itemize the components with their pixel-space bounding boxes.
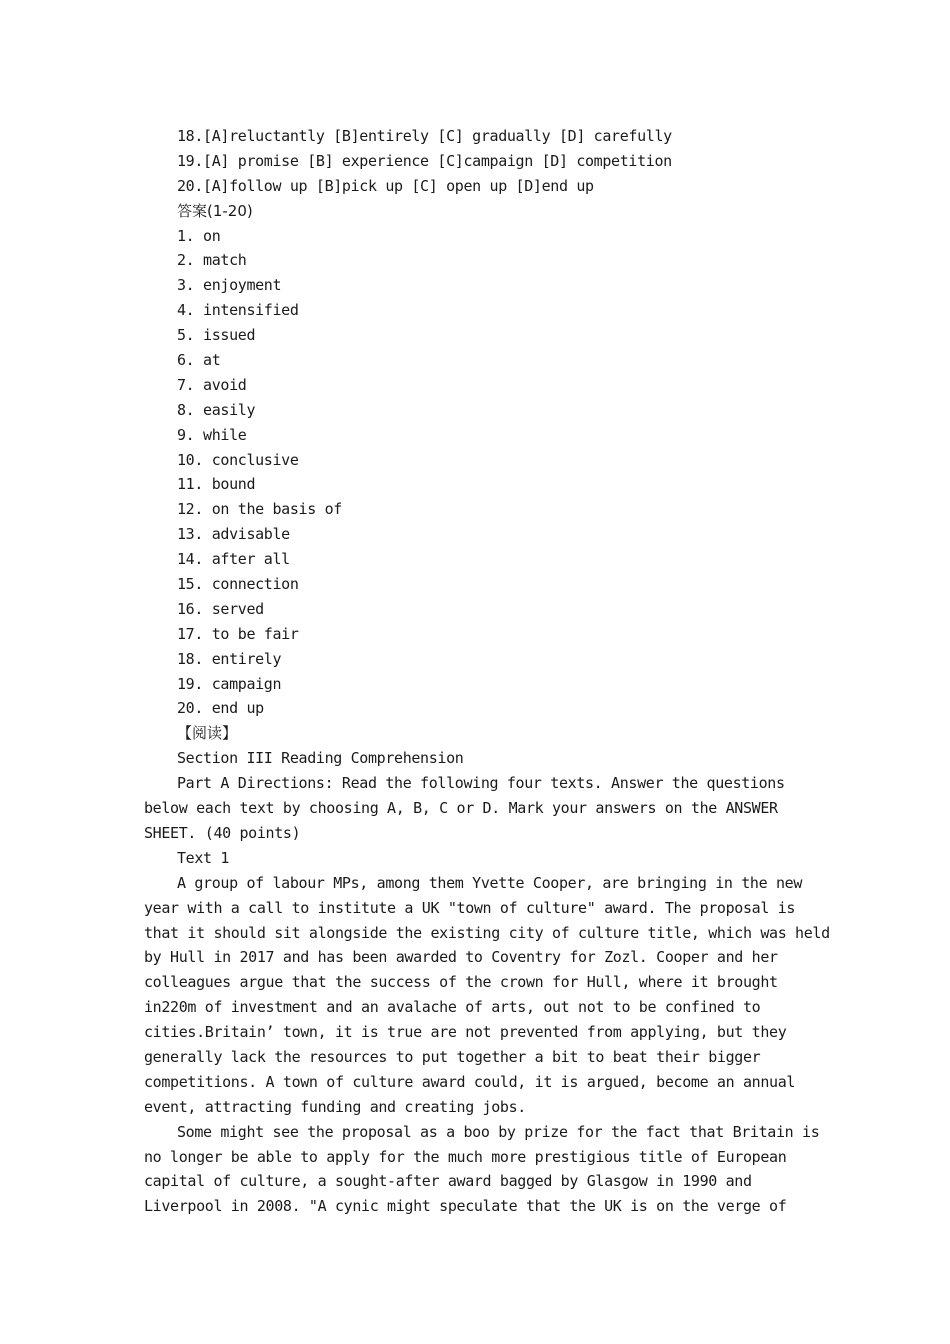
document-body (144, 124, 830, 1219)
answer-item: 6. at (177, 351, 221, 370)
paragraph-line: event, attracting funding and creating jobs. (144, 1097, 526, 1116)
paragraph-line: A group of labour MPs, among them Yvette Cooper, are bringing in the new (177, 873, 803, 892)
answer-item: 11. bound (177, 475, 256, 494)
directions-line: Part A Directions: Read the following four texts. Answer the questions (177, 774, 785, 793)
paragraph-line: cities.Britain’ town, it is true are not prevented from applying, but they (144, 1023, 787, 1042)
paragraph-line: in220m of investment and an avalache of arts, out not to be confined to (144, 998, 761, 1017)
answer-item: 14. after all (177, 550, 290, 569)
options-list (144, 124, 814, 199)
answer-item: 7. avoid (177, 375, 247, 394)
answer-item: 2. match (177, 251, 247, 270)
directions-line: below each text by choosing A, B, C or D. Mark your answers on the ANSWER (144, 799, 778, 818)
paragraph-line: Liverpool in 2008. "A cynic might speculate that the UK is on the verge of (144, 1197, 787, 1216)
answers-heading: 答案(1-20) (177, 201, 253, 220)
answer-item: 9. while (177, 425, 247, 444)
directions-paragraph (144, 771, 814, 846)
answer-item: 8. easily (177, 400, 256, 419)
section-title: Section III Reading Comprehension (177, 749, 464, 768)
answer-item: 17. to be fair (177, 624, 299, 643)
answers-list (144, 224, 814, 722)
answer-item: 18. entirely (177, 649, 282, 668)
paragraph-line: colleagues argue that the success of the crown for Hull, where it brought (144, 973, 778, 992)
answer-item: 16. served (177, 599, 264, 618)
answer-item: 19. campaign (177, 674, 282, 693)
option-line-18: 18.[A]reluctantly [B]entirely [C] gradually [D] carefully (177, 127, 672, 145)
answer-item: 3. enjoyment (177, 276, 282, 295)
answer-item: 12. on the basis of (177, 500, 342, 519)
answer-item: 10. conclusive (177, 450, 299, 469)
option-line-19: 19.[A] promise [B] experience [C]campaign [D] competition (177, 151, 672, 170)
paragraph-line: by Hull in 2017 and has been awarded to Coventry for Zozl. Cooper and her (144, 948, 778, 967)
answer-item: 13. advisable (177, 525, 290, 544)
answer-item: 4. intensified (177, 301, 299, 320)
paragraph-2 (144, 1120, 820, 1220)
paragraph-1 (144, 871, 830, 1120)
text-title: Text 1 (177, 848, 230, 867)
reading-section-tag: 【阅读】 (177, 724, 238, 743)
paragraph-line: generally lack the resources to put together a bit to beat their bigger (144, 1047, 761, 1066)
answer-item: 1. on (177, 226, 221, 245)
option-line-20: 20.[A]follow up [B]pick up [C] open up [D]end up (177, 176, 594, 195)
answer-item: 20. end up (177, 699, 264, 718)
directions-line: SHEET. (40 points) (144, 823, 301, 842)
paragraph-line: that it should sit alongside the existing city of culture title, which was held (144, 923, 830, 942)
paragraph-line: competitions. A town of culture award could, it is argued, become an annual (144, 1072, 796, 1091)
paragraph-line: capital of culture, a sought-after award bagged by Glasgow in 1990 and (144, 1172, 752, 1191)
paragraph-line: no longer be able to apply for the much more prestigious title of European (144, 1147, 787, 1166)
answer-item: 15. connection (177, 575, 299, 594)
paragraph-line: year with a call to institute a UK "town of culture" award. The proposal is (144, 898, 796, 917)
paragraph-line: Some might see the proposal as a boo by prize for the fact that Britain is (177, 1122, 820, 1141)
answer-item: 5. issued (177, 326, 256, 345)
